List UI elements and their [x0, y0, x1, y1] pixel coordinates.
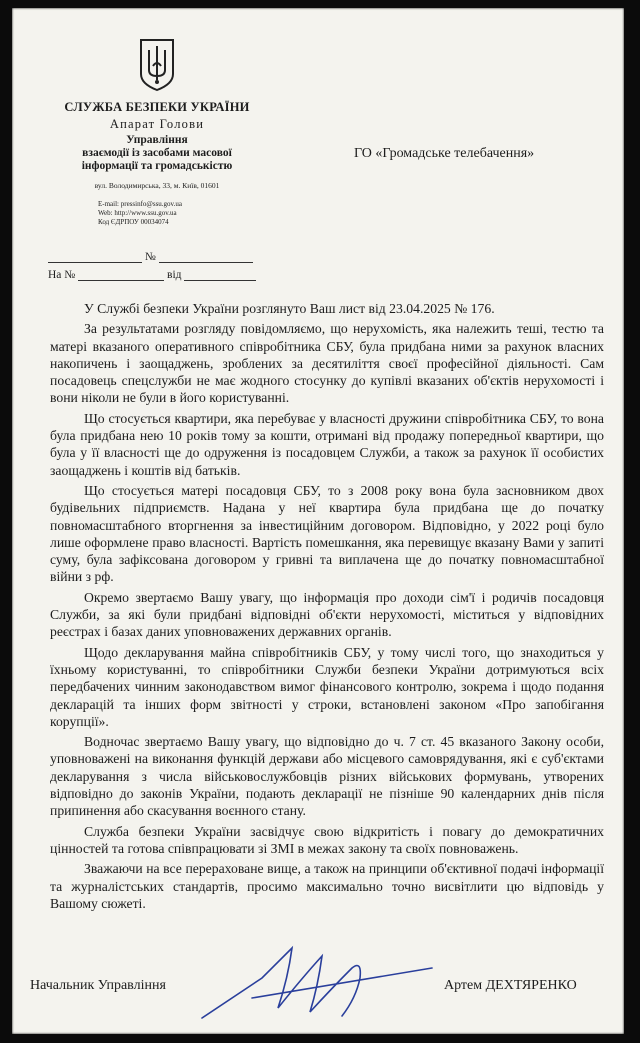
paragraph: Водночас звертаємо Вашу увагу, що відповідно до ч. 7 ст. 45 вказаного Закону особи, уповноважені на виконання функцій держави або місцевого самоврядування, які є суб'єктами декларування з числа військовослужбовців різних військових формувань, утворених відповідно до законів України, подають декларації не пізніше 90 календарних днів після припинення або скасування воєнного стану. [50, 734, 604, 819]
signatory-title: Начальник Управління [30, 978, 166, 993]
paragraph: Щодо декларування майна співробітників СБУ, у тому числі того, що знаходиться у їхньому користуванні, то співробітники Служби безпеки України дотримуються всіх передбачених чинним законодавством вимог фінансового контролю, зокрема і щодо подання декларацій та інших форм звітності у строки, встановлені законом «Про запобігання корупції». [50, 644, 604, 729]
trident-emblem-icon [137, 36, 177, 92]
number-label: № [144, 251, 156, 263]
department-line: інформації та громадськістю [81, 160, 233, 172]
signatory-name: Артем ДЕХТЯРЕНКО [444, 978, 577, 993]
apparat-name: Апарат Голови [109, 117, 205, 131]
paragraph: У Службі безпеки України розглянуто Ваш лист від 23.04.2025 № 176. [84, 301, 495, 316]
letter-body [50, 300, 604, 915]
letter-page [12, 8, 624, 1034]
department-line: Управління [126, 134, 188, 146]
email: E-mail: pressinfo@ssu.gov.ua [98, 200, 182, 208]
paragraph: Що стосується квартири, яка перебуває у власності дружини співробітника СБУ, то вона була придбана нею 10 років тому за кошти, отримані від продажу попередньої квартири, що була у її власності ще до одруження із посадовцем Служби, а також за рахунок її особистих заощаджень і коштів від батьків. [50, 410, 604, 478]
department-line: взаємодії із засобами масової [82, 147, 232, 159]
reply-to-label: На № [48, 269, 76, 281]
paragraph: Що стосується матері посадовця СБУ, то з 2008 року вона була засновником двох будівельних підприємств. Надана у неї квартира була придбана ще до початку повномасштабного вторгнення за інвестиційним договором. Відповідно, у 2022 році було лише оформлене право власності. Вартість помешкання, яка перевищує вказану Вами у запиті суму, була зафіксована договором у гривні та виплачена ще до початку повномасштабної війни з рф. [50, 482, 604, 585]
contacts [98, 200, 266, 227]
paragraph: Зважаючи на все перераховане вище, а також на принципи об'єктивної подачі інформації та журналістських стандартів, просимо максимально точно висвітлити цю відповідь у Вашому сюжеті. [50, 861, 604, 911]
letterhead [48, 36, 266, 227]
paragraph: Окремо звертаємо Вашу увагу, що інформація про доходи сім'ї і родичів посадовця Служби, за які були придбані відповідні об'єкти нерухомості, міститься у відповідних реєстрах і базах даних уповноважених державних органів. [50, 589, 604, 640]
address: вул. Володимирська, 33, м. Київ, 01601 [94, 181, 220, 190]
handwritten-signature [192, 938, 452, 1028]
edrpou-code: Код ЄДРПОУ 00034074 [98, 218, 169, 226]
department-name [48, 134, 266, 173]
paragraph: За результатами розгляду повідомляємо, що нерухомість, яка належить теші, тестю та матері вказаного оперативного співробітника СБУ, була придбана ними за рахунок власних накопичень і заощаджень, зроблених за десятиліття своєї професійної діяльності. Сам посадовець спецслужби не має жодного стосунку до купівлі вказаних об'єктів нерухомості і вони ніколи не були в його користуванні. [50, 321, 604, 406]
paragraph: Служба безпеки України засвідчує свою відкритість і повагу до демократичних цінностей та готова співпрацювати зі ЗМІ в межах закону та своїх повноважень. [50, 823, 604, 856]
organization-name: СЛУЖБА БЕЗПЕКИ УКРАЇНИ [64, 100, 250, 114]
reply-to-line [48, 268, 256, 281]
recipient: ГО «Громадське телебачення» [354, 146, 535, 161]
reply-date-label: від [167, 269, 182, 281]
outgoing-number-line [48, 250, 253, 263]
website: Web: http://www.ssu.gov.ua [98, 209, 177, 217]
